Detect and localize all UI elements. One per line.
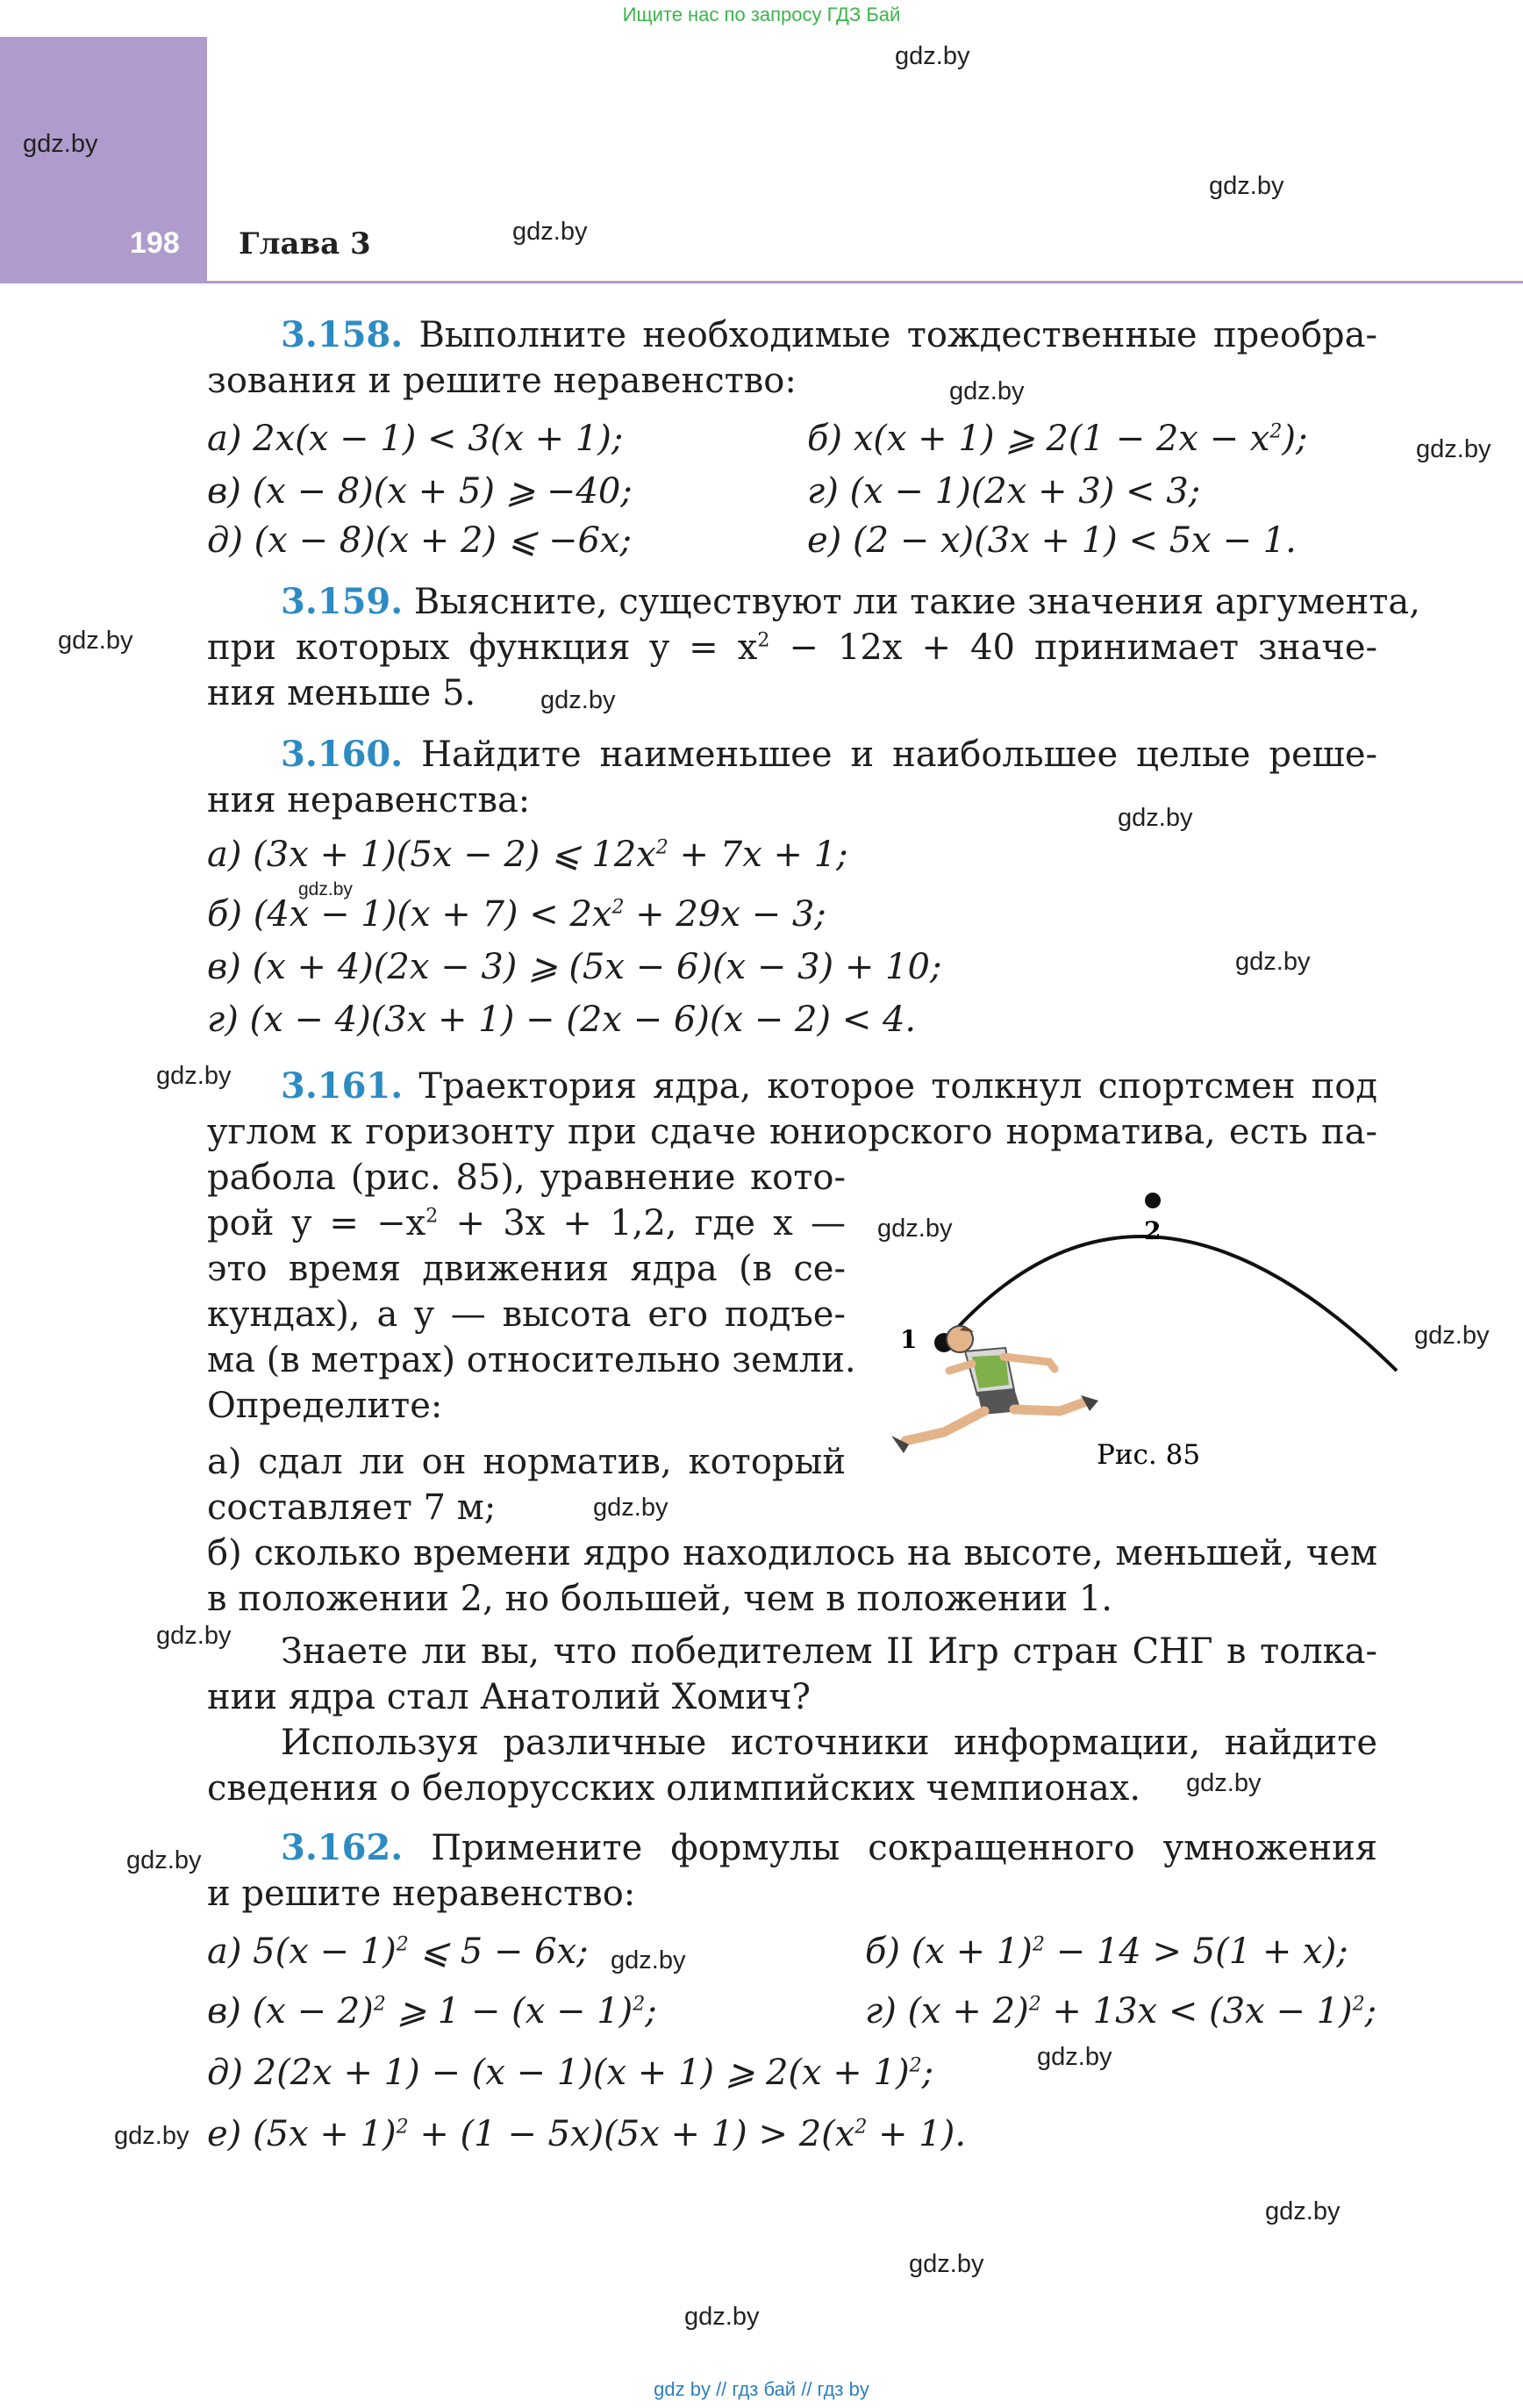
watermark: gdz.by [58,627,133,655]
watermark: gdz.by [156,1062,232,1090]
watermark: gdz.by [1235,948,1311,976]
problem-number: 3.160. [281,734,404,775]
watermark: gdz.by [114,2122,189,2150]
point-1-label: 1 [900,1325,918,1354]
problem-3-161-line7: ма (в метрах) относительно земли. [207,1340,856,1380]
watermark: gdz.by [684,2303,760,2331]
problem-3-161-line1: 3.161. Траектория ядра, которое толкнул спортсмен под [281,1065,1377,1107]
problem-3-159-line3: ния меньше 5. [207,673,476,713]
watermark: gdz.by [1186,1769,1262,1797]
watermark: gdz.by [909,2250,984,2278]
problem-3-158-line2: зования и решите неравенство: [207,361,797,401]
watermark: gdz.by [949,377,1025,405]
watermark: gdz.by [593,1494,669,1522]
question-3-161-a2: составляет 7 м; [207,1487,497,1528]
ineq-3-162-a: а) $5(x - 1)^2$ ⩽ 5 − 6x; [207,1931,589,1972]
problem-3-161-line5: это время движения ядра (в се- [207,1249,846,1289]
watermark: gdz.by [1265,2197,1341,2225]
problem-3-159-line2: при которых функция $y = x^2 - 12x + 40$ принимает значе- [207,627,1378,668]
problem-3-161-line8: Определите: [207,1386,443,1426]
point-2-marker [1145,1193,1161,1208]
watermark: gdz.by [877,1215,953,1243]
watermark: gdz.by [1416,435,1491,463]
top-banner[interactable]: Ищите нас по запросу ГДЗ Бай [622,4,901,25]
trajectory-parabola [944,1236,1397,1371]
problem-3-162-line1: 3.162. Примените формулы сокращенного умножения [281,1827,1377,1868]
watermark: gdz.by [23,130,98,158]
problem-number: 3.161. [281,1065,404,1107]
knowledge-line1: Знаете ли вы, что победителем II Игр стран СНГ в толка- [281,1631,1377,1672]
problem-3-159-line1: 3.159. Выясните, существуют ли такие значения аргумента, [281,581,1420,622]
watermark: gdz.by [1209,172,1284,200]
ineq-3-158-b: б) x(x + 1) ⩾ $2(1 - 2x - x^2)$; [807,419,1308,459]
watermark: gdz.by [611,1946,686,1974]
ineq-3-158-e: е) (2 − x)(3x + 1) < 5x − 1. [807,520,1297,561]
athlete-illustration [891,1326,1098,1453]
knowledge-line4: сведения о белорусских олимпийских чемпионах. [207,1768,1141,1809]
question-3-161-a1: а) сдал ли он норматив, который [207,1442,846,1482]
knowledge-line2: нии ядра стал Анатолий Хомич? [207,1677,811,1717]
ineq-3-158-v: в) (x − 8)(x + 5) ⩾ −40; [207,471,633,512]
footer-links[interactable]: gdz by // гдз бай // гдз by [654,2378,869,2400]
knowledge-line3: Используя различные источники информации, найдите [281,1723,1377,1763]
ineq-3-162-v: в) $(x - 2)^2$ ⩾ $1 - (x - 1)^2$; [207,1991,657,2032]
problem-number: 3.158. [281,314,404,355]
question-3-161-b1: б) сколько времени ядро находилось на высоте, меньшей, чем [207,1533,1377,1573]
ineq-3-158-d: д) (x − 8)(x + 2) ⩽ −6x; [207,520,632,561]
ineq-3-158-g: г) (x − 1)(2x + 3) < 3; [807,471,1201,512]
watermark: gdz.by [126,1846,202,1874]
problem-3-161-line6: кундах), а y — высота его подъе- [207,1294,846,1335]
ineq-3-162-d: д) 2(2x + 1) − (x − 1)(x + 1) ⩾ $2(x + 1)^2$; [207,2053,934,2093]
ineq-3-160-a: а) (3x + 1)(5x − 2) ⩽ $12x^2 + 7x + 1$; [207,835,848,875]
ineq-3-162-b: б) $(x + 1)^2 - 14 > 5(1 + x)$; [865,1931,1348,1972]
question-3-161-b2: в положении 2, но большей, чем в положении 1. [207,1579,1113,1619]
watermark: gdz.by [1118,804,1193,832]
ineq-3-162-g: г) $(x + 2)^2 + 13x < (3x - 1)^2$; [865,1991,1377,2032]
problem-number: 3.162. [281,1827,404,1868]
watermark: gdz.by [540,686,616,714]
header-rule [0,281,1523,283]
problem-3-161-line2: углом к горизонту при сдаче юниорского норматива, есть па- [207,1112,1377,1152]
ineq-3-162-e: е) $(5x + 1)^2 + (1 - 5x)(5x + 1) > 2(x^2 + 1)$. [207,2114,967,2154]
problem-3-161-line4: рой $y = -x^2 + 3x + 1,2$, где x — [207,1203,846,1243]
problem-3-160-line1: 3.160. Найдите наименьшее и наибольшее целые реше- [281,734,1378,775]
problem-3-161-line3: рабола (рис. 85), уравнение кото- [207,1157,846,1198]
watermark: gdz.by [895,42,970,70]
problem-3-158-line1: 3.158. Выполните необходимые тождественные преобра- [281,314,1378,355]
watermark: gdz.by [156,1622,232,1650]
chapter-title: Глава 3 [239,226,371,262]
figure-caption: Рис. 85 [1097,1439,1201,1471]
problem-3-160-line2: ния неравенства: [207,780,531,821]
watermark: gdz.by [1414,1322,1490,1350]
ineq-3-160-v: в) (x + 4)(2x − 3) ⩾ (5x − 6)(x − 3) + 10; [207,947,942,987]
ineq-3-160-b: б) $(4x - 1)(x + 7) < 2x^2 + 29x - 3$; [207,894,826,935]
ineq-3-158-a: а) 2x(x − 1) < 3(x + 1); [207,419,624,459]
point-2-label: 2 [1144,1216,1162,1245]
watermark: gdz.by [1037,2043,1112,2071]
watermark: gdz.by [512,218,588,246]
problem-3-162-line2: и решите неравенство: [207,1874,636,1914]
page-number: 198 [130,226,180,260]
problem-number: 3.159. [281,581,404,622]
figure-85 [874,1176,1418,1474]
watermark: gdz.by [298,879,353,899]
ineq-3-160-g: г) (x − 4)(3x + 1) − (2x − 6)(x − 2) < 4. [207,1000,917,1040]
